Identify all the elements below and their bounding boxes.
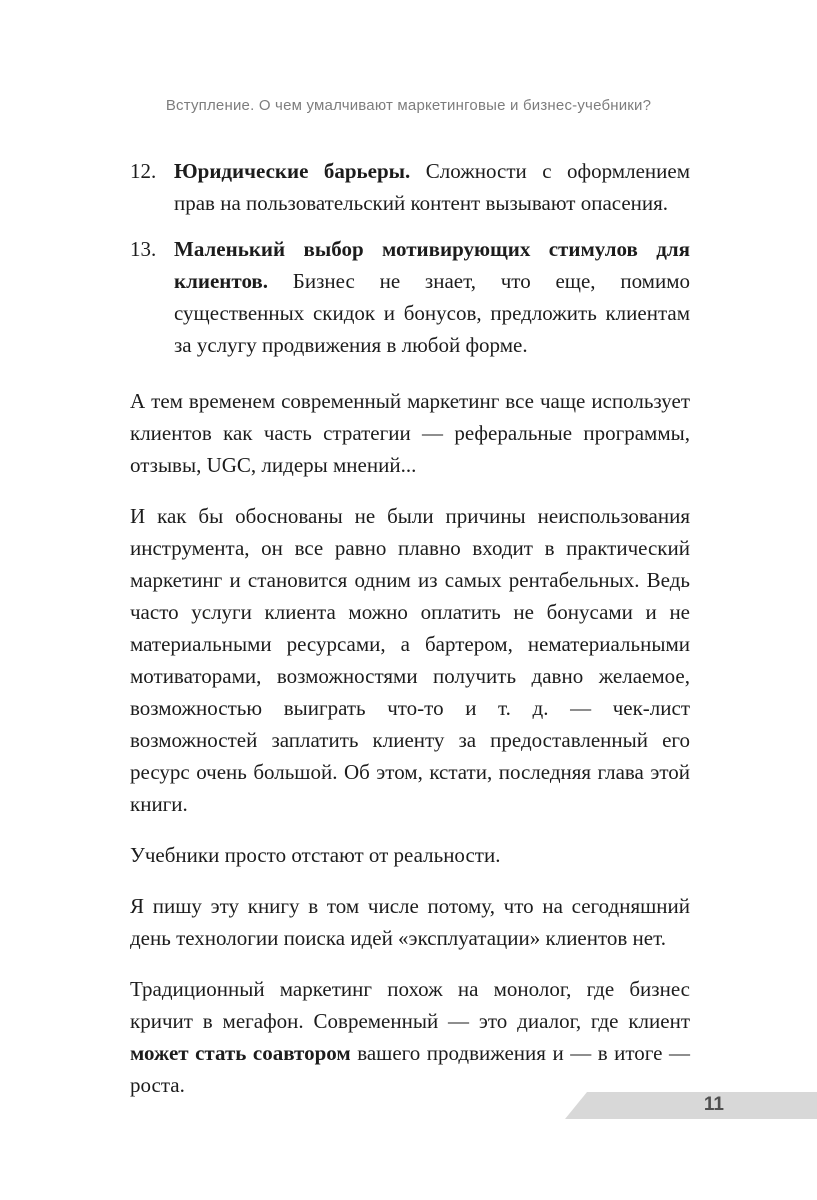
list-item-body-text: Сложности с оформлением прав на пользовательский контент вызывают опасения. [174, 159, 690, 215]
final-paragraph-text: Традиционный маркетинг похож на монолог, где бизнес кричит в мегафон. Современный — это диалог, где клиент [130, 977, 690, 1033]
page-content [130, 155, 690, 1120]
list-item-13 [130, 233, 690, 361]
paragraph: Я пишу эту книгу в том числе потому, что на сегодняшний день технологии поиска идей «эксплуатации» клиентов нет. [130, 894, 690, 950]
running-header: Вступление. О чем умалчивают маркетинговые и бизнес-учебники? [165, 97, 652, 114]
list-item-number: 13. [130, 237, 157, 261]
list-item-body-text: Бизнес не знает, что еще, помимо существенных скидок и бонусов, предложить клиентам за услугу продвижения в любой форме. [174, 269, 690, 357]
paragraph: И как бы обоснованы не были причины неиспользования инструмента, он все равно плавно входит в практический маркетинг и становится одним из самых рентабельных. Ведь часто услуги клиента можно оплатить не бонусами и не материальными ресурсами, а бартером, нематериальными мотиваторами, возможностями получить давно желаемое, возможностью выиграть что-то и т. д. — чек-лист возможностей заплатить клиенту за предоставленный его ресурс очень большой. Об этом, кстати, последняя глава этой книги. [130, 504, 690, 816]
final-paragraph-bold: может стать соавтором [130, 1041, 351, 1065]
page-number: 11 [703, 1094, 724, 1115]
paragraph: Учебники просто отстают от реальности. [130, 843, 501, 867]
list-item-12 [130, 155, 690, 219]
final-paragraph-text: вашего продвижения и — в итоге — роста. [130, 1041, 690, 1097]
list-item-lead-bold: Маленький выбор мотивирующих стимулов для клиентов. [174, 237, 690, 293]
list-item-number: 12. [130, 159, 157, 183]
list-item-lead-bold: Юридические барьеры. [174, 159, 411, 183]
footer-accent-bar [565, 1092, 817, 1119]
list-item-text [174, 155, 690, 219]
paragraph: А тем временем современный маркетинг все чаще использует клиентов как часть стратегии — реферальные программы, отзывы, UGC, лидеры мнений... [130, 389, 690, 477]
paragraph-final [130, 973, 690, 1101]
list-item-text [174, 233, 690, 361]
